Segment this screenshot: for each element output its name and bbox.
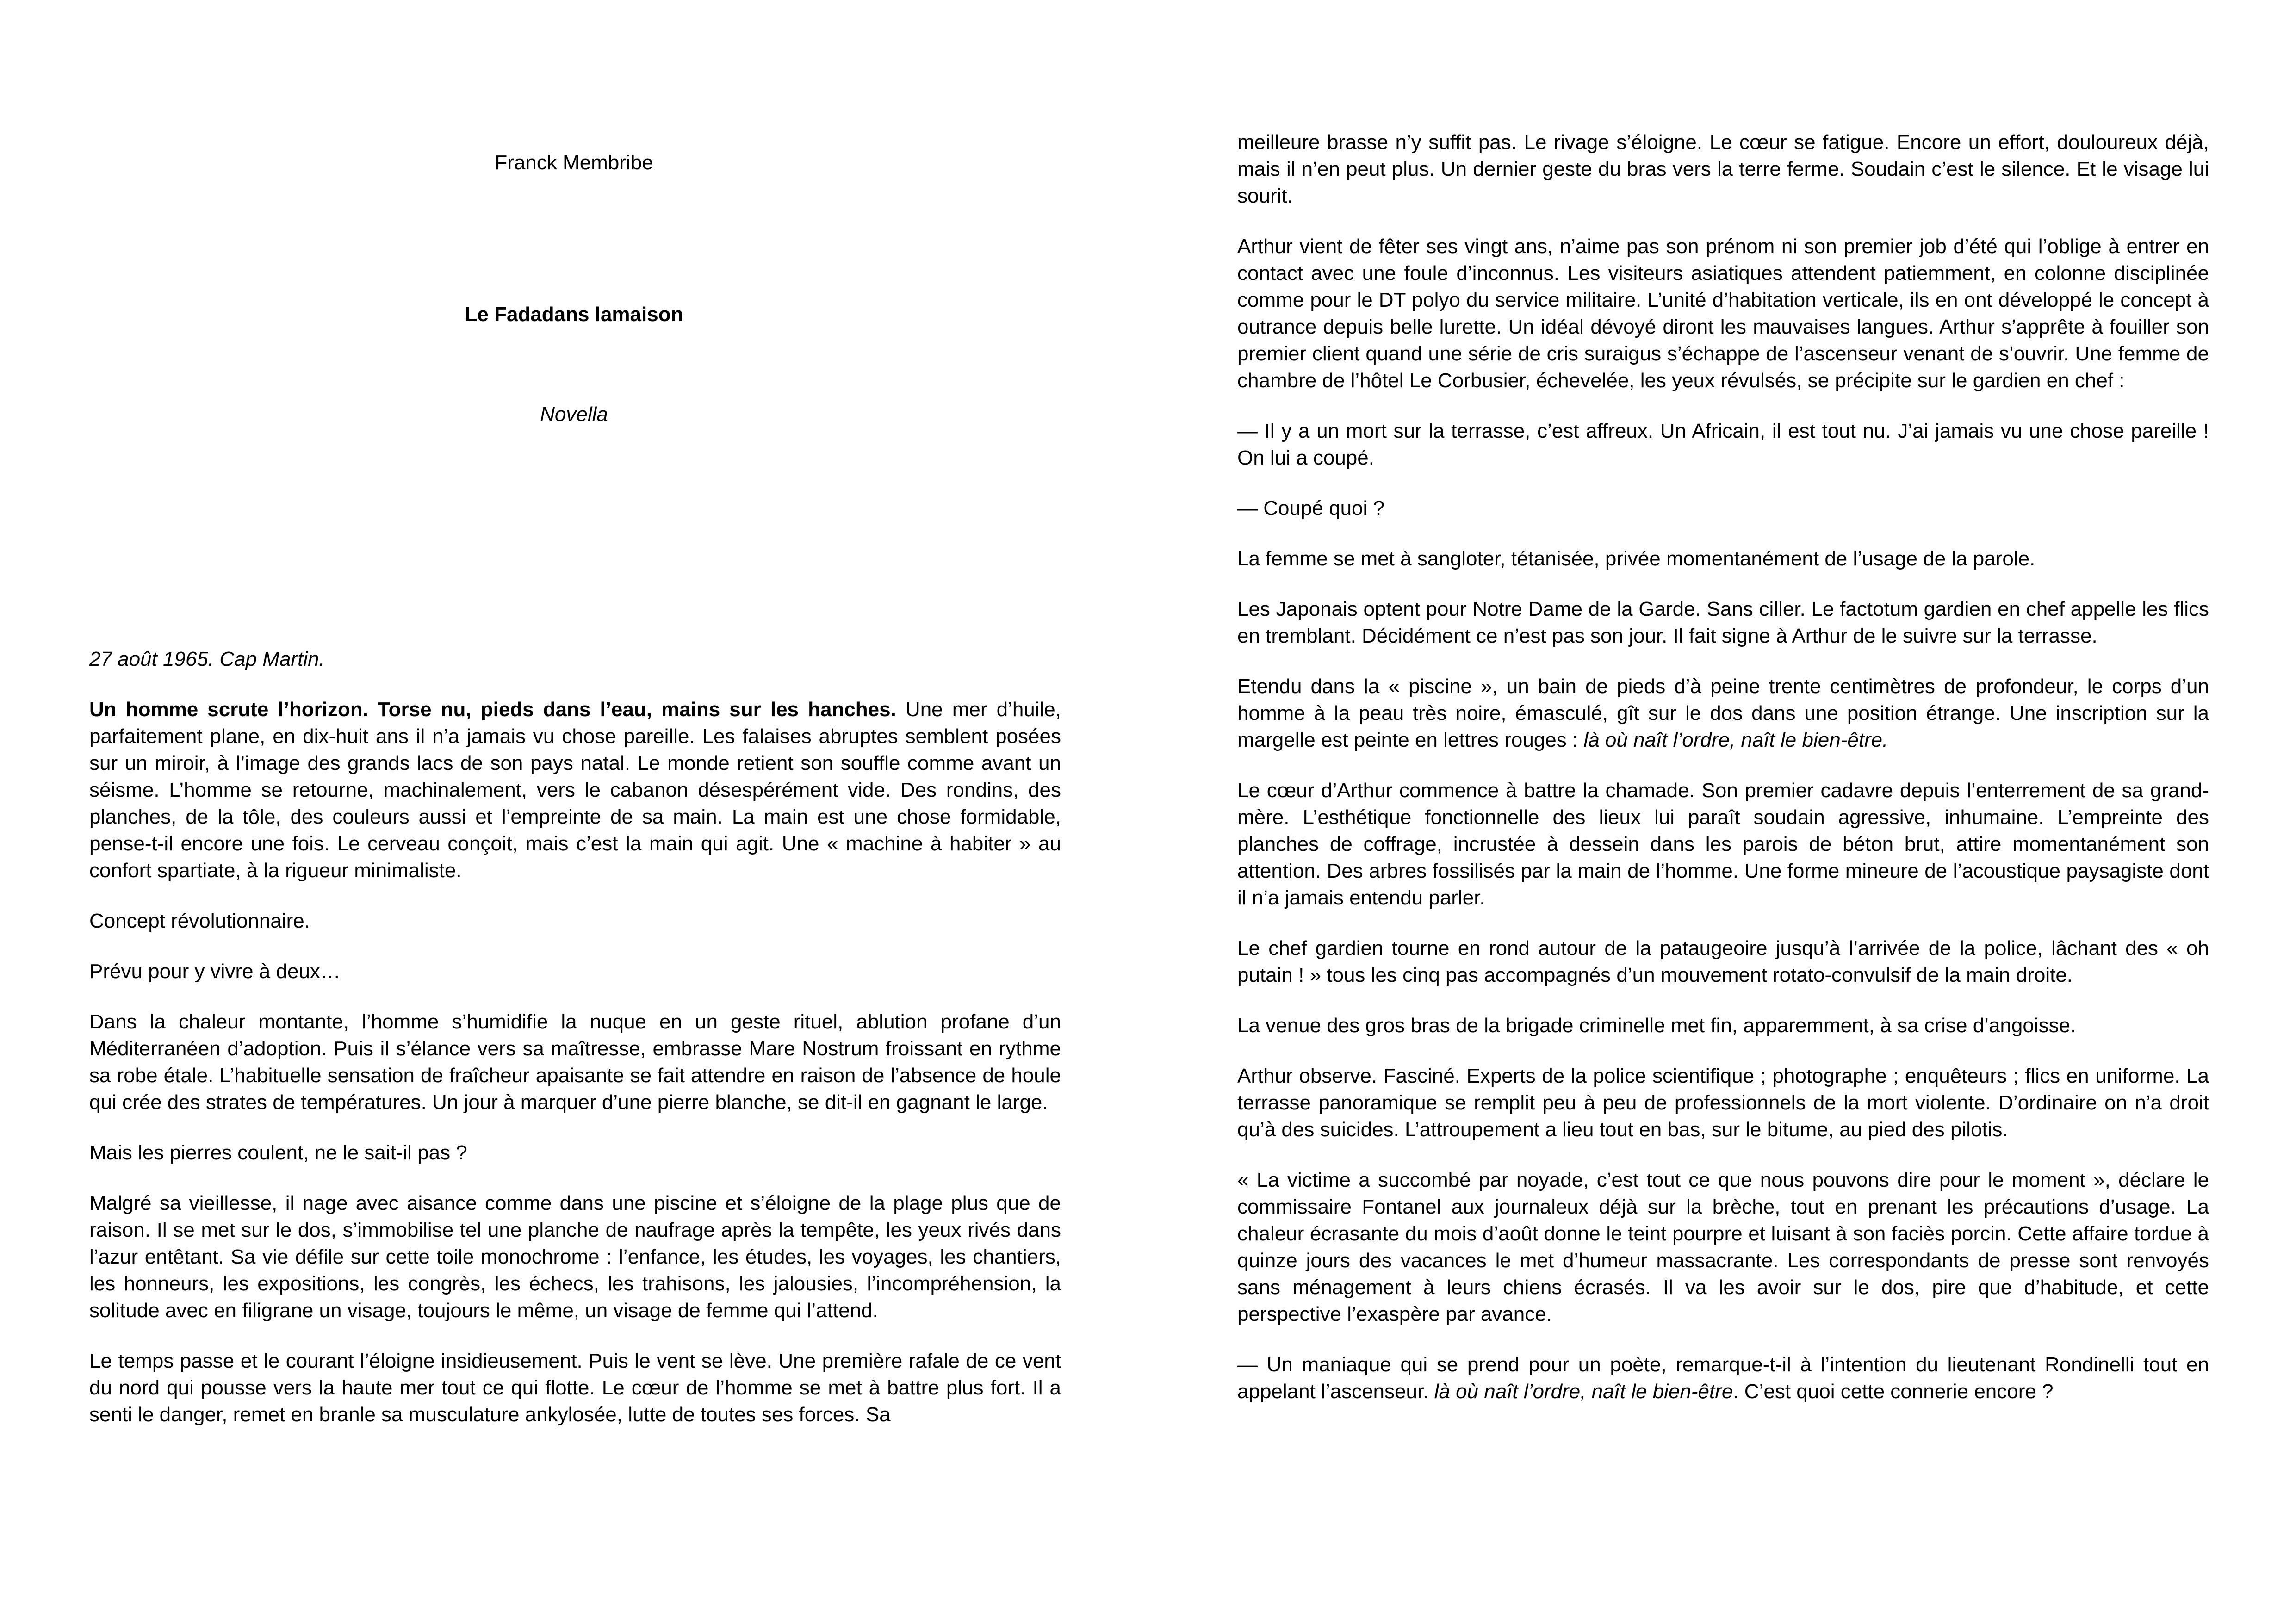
paragraph: La femme se met à sangloter, tétanisée, privée momentanément de l’usage de la parole. — [1237, 547, 2035, 570]
paragraph: Le chef gardien tourne en rond autour de la pataugeoire jusqu’à l’arrivée de la police, lâchant des « oh putain ! » tous les cinq pas accompagnés d’un mouvement rotato-convulsif de la main droite. — [1237, 937, 2209, 986]
inscription-quote: là où naît l’ordre, naît le bien-être. — [1583, 729, 1888, 751]
inscription-quote: là où naît l’ordre, naît le bien-être — [1434, 1380, 1733, 1403]
right-page — [1148, 0, 2296, 1623]
dialogue-line: — Coupé quoi ? — [1237, 497, 1384, 520]
paragraph: Dans la chaleur montante, l’homme s’humidifie la nuque en un geste rituel, ablution profane d’un Méditerranéen d’adoption. Puis il s’élance vers sa maîtresse, embrasse Mare Nostrum froissant en rythme sa robe étale. L’habituelle sensation de fraîcheur apaisante se fait attendre en raison de l’absence de houle qui crée des strates de températures. Un jour à marquer d’une pierre blanche, se dit-il en gagnant le large. — [89, 1010, 1061, 1114]
book-subtitle: Novella — [540, 403, 608, 426]
paragraph: Arthur observe. Fasciné. Experts de la police scientifique ; photographe ; enquêteurs ; flics en uniforme. La terrasse panoramique se remplit peu à peu de professionnels de la mort violente. D’ordinaire on n’a droit qu’à des suicides. L’attroupement a lieu tout en bas, sur le bitume, au pied des pilotis. — [1237, 1065, 2209, 1141]
paragraph-text: — Un maniaque qui se prend pour un poète, remarque-t-il à l’intention du lieutenant Rondinelli tout en appelant l’ascenseur. — [1237, 1353, 2209, 1403]
book-title: Le Fadadans lamaison — [465, 303, 683, 326]
right-text-column — [1237, 129, 2209, 1405]
paragraph-text: Etendu dans la « piscine », un bain de pieds d’à peine trente centimètres de profondeur, le corps d’un homme à la peau très noire, émasculé, gît sur le dos dans une position étrange. Une inscription sur la margelle est peinte en lettres rouges : — [1237, 675, 2209, 751]
paragraph — [89, 696, 1061, 884]
paragraph: Mais les pierres coulent, ne le sait-il pas ? — [89, 1141, 467, 1164]
paragraph: La venue des gros bras de la brigade criminelle met fin, apparemment, à sa crise d’angoisse. — [1237, 1014, 2076, 1037]
paragraph: Les Japonais optent pour Notre Dame de la Garde. Sans ciller. Le factotum gardien en chef appelle les flics en tremblant. Décidément ce n’est pas son jour. Il fait signe à Arthur de le suivre sur la terrasse. — [1237, 598, 2209, 647]
left-text-column — [89, 646, 1061, 1428]
paragraph: « La victime a succombé par noyade, c’est tout ce que nous pouvons dire pour le moment », déclare le commissaire Fontanel aux journaleux déjà sur la brèche, tout en prenant les précautions d’usage. La chaleur écrasante du mois d’août donne le teint pourpre et luisant à son faciès porcin. Cette affaire tordue à quinze jours des vacances le met d’humeur massacrante. Les correspondants de presse sont renvoyés sans ménagement à leurs chiens écrasés. Il va les avoir sur le dos, pire que d’habitude, et cette perspective l’exaspère par avance. — [1237, 1169, 2209, 1326]
opening-sentence: Un homme scrute l’horizon. Torse nu, pieds dans l’eau, mains sur les hanches. — [89, 698, 896, 721]
dialogue-line — [1237, 1351, 2209, 1405]
paragraph: meilleure brasse n’y suffit pas. Le rivage s’éloigne. Le cœur se fatigue. Encore un effort, douloureux déjà, mais il n’en peut plus. Un dernier geste du bras vers la terre ferme. Soudain c’est le silence. Et le visage lui sourit. — [1237, 131, 2209, 207]
paragraph: Arthur vient de fêter ses vingt ans, n’aime pas son prénom ni son premier job d’été qui l’oblige à entrer en contact avec une foule d’inconnus. Les visiteurs asiatiques attendent patiemment, en colonne disciplinée comme pour le DT polyo du service militaire. L’unité d’habitation verticale, ils en ont développé le concept à outrance depuis belle lurette. Un idéal dévoyé diront les mauvaises langues. Arthur s’apprête à fouiller son premier client quand une série de cris suraigus s’échappe de l’ascenseur venant de s’ouvrir. Une femme de chambre de l’hôtel Le Corbusier, échevelée, les yeux révulsés, se précipite sur le gardien en chef : — [1237, 235, 2209, 392]
paragraph: Prévu pour y vivre à deux… — [89, 960, 341, 983]
paragraph: Concept révolutionnaire. — [89, 910, 310, 932]
paragraph — [1237, 673, 2209, 754]
paragraph: Le cœur d’Arthur commence à battre la chamade. Son premier cadavre depuis l’enterrement de sa grand-mère. L’esthétique fonctionnelle des lieux lui paraît soudain agressive, inhumaine. L’empreinte des planches de coffrage, incrustée à dessein dans les parois de béton brut, attire momentanément son attention. Des arbres fossilisés par la main de l’homme. Une forme mineure de l’acoustique paysagiste dont il n’a jamais entendu parler. — [1237, 779, 2209, 909]
date-location-line: 27 août 1965. Cap Martin. — [89, 648, 325, 670]
paragraph: Malgré sa vieillesse, il nage avec aisance comme dans une piscine et s’éloigne de la plage plus que de raison. Il se met sur le dos, s’immobilise tel une planche de naufrage après la tempête, les yeux rivés dans l’azur entêtant. Sa vie défile sur cette toile monochrome : l’enfance, les études, les voyages, les chantiers, les honneurs, les expositions, les congrès, les échecs, les trahisons, les jalousies, l’incompréhension, la solitude avec en filigrane un visage, toujours le même, un visage de femme qui l’attend. — [89, 1192, 1061, 1322]
paragraph-text: . C’est quoi cette connerie encore ? — [1733, 1380, 2054, 1403]
author-name: Franck Membribe — [495, 151, 653, 174]
paragraph-text: Une mer d’huile, parfaitement plane, en dix-huit ans il n’a jamais vu chose pareille. Les falaises abruptes semblent posées sur un miroir, à l’image des grands lacs de son pays natal. Le monde retient son souffle comme avant un séisme. L’homme se retourne, machinalement, vers le cabanon désespérément vide. Des rondins, des planches, de la tôle, des couleurs aussi et l’empreinte de sa main. La main est une chose formidable, pense-t-il encore une fois. Le cerveau conçoit, mais c’est la main qui agit. Une « machine à habiter » au confort spartiate, à la rigueur minimaliste. — [89, 698, 1061, 882]
paragraph: Le temps passe et le courant l’éloigne insidieusement. Puis le vent se lève. Une première rafale de ce vent du nord qui pousse vers la haute mer tout ce qui flotte. Le cœur de l’homme se met à battre plus fort. Il a senti le danger, remet en branle sa musculature ankylosée, lutte de toutes ses forces. Sa — [89, 1350, 1061, 1426]
dialogue-line: — Il y a un mort sur la terrasse, c’est affreux. Un Africain, il est tout nu. J’ai jamais vu une chose pareille ! On lui a coupé. — [1237, 420, 2209, 469]
